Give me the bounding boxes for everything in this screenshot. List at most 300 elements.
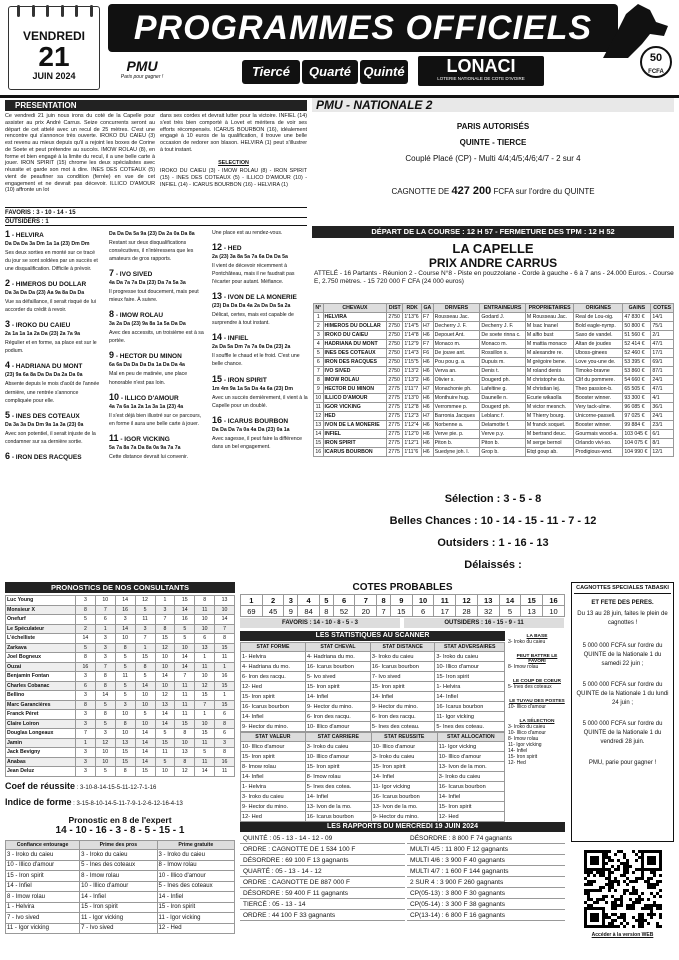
runner-cell: Booster winner. (574, 421, 623, 430)
prono-cell: 10 (115, 710, 135, 720)
cote-cell: 17 (434, 606, 456, 617)
comments-col-3 (212, 229, 308, 456)
prono-cell: 14 (95, 691, 115, 701)
stat-cell: 10- Illico d'amour (241, 742, 306, 752)
runner-cell: 2750 (387, 376, 403, 385)
rapport-line: MULTI 4/6 : 3 900 F 40 gagnants (407, 855, 565, 866)
runner-cell: 1'13"2 (403, 367, 422, 376)
prono-cell: 7 (215, 624, 235, 634)
cote-cell: 4 (298, 595, 320, 606)
horse-comment (212, 374, 308, 410)
prono-cell: 11 (175, 710, 195, 720)
prono-row (6, 710, 235, 720)
runners-header: GAINS (623, 304, 651, 313)
prono-cell: 3 (215, 738, 235, 748)
race-place: LA CAPELLE (452, 241, 534, 256)
prono-cell: 14 (135, 681, 155, 691)
runner-cell: Monthuire hug. (433, 394, 480, 403)
runner-cell: 99 884 € (623, 421, 651, 430)
prono-cell: Le Spéculateur (6, 624, 76, 634)
prono-cell: 14 (195, 767, 215, 777)
prono-cell: 7 (175, 672, 195, 682)
tabaski-box: CAGNOTTES SPECIALES TABASKI ET FETE DES PERES. Du 13 au 28 juin, faites le plein de cagnottes ! 5 000 000 FCFA sur l'ordre du QUINTE de la Nationale 1 du samedi 22 juin ; 5 000 000 FCFA sur l'ordre du QUINTE de la Nationale 1 du lundi 24 juin ; 5 000 000 FCFA sur l'ordre du QUINTE de la Nationale 1 du vendredi 28 juin. PMU, parie pour gagner ! (571, 582, 674, 842)
stat-cell: 14- Infiel (371, 772, 437, 782)
horse-text: Régulier et en forme, sa place est sur le podium. (5, 340, 97, 355)
runner-cell: 53 395 € (623, 358, 651, 367)
runner-cell: 17/1 (651, 349, 674, 358)
runner-cell: 1'12"3 (403, 412, 422, 421)
horse-name: 6 - IRON DES RACQUES (5, 450, 82, 461)
cote-cell: 5 (499, 606, 521, 617)
horse-name: 1 - HELVIRA (5, 229, 44, 239)
runner-cell: 1'13"6 (403, 313, 422, 322)
stat-cell: 15- Iron spirit (241, 752, 306, 762)
rapport-line: TIERCÉ : 05 - 13 - 14 (240, 899, 405, 910)
prono-cell: 10 (135, 700, 155, 710)
runner-cell: Piton b. (433, 439, 480, 448)
prono-cell: Franck Péret (6, 710, 76, 720)
expert-col-cell: 14 - Infiel (80, 892, 157, 903)
prono-cell: 5 (195, 748, 215, 758)
horse-form: Da Da Da 3a Dm 1a 1a (23) Dm Dm (5, 241, 90, 247)
stats-side (508, 634, 566, 775)
runner-row (314, 403, 674, 412)
prono-cell: 8 (115, 719, 135, 729)
stat-side-title: LE TUYAU DES POSTES (509, 699, 565, 704)
horse-name: 15 - IRON SPIRIT (212, 373, 267, 384)
runner-cell: H6 (422, 376, 434, 385)
pronostics-table (5, 595, 235, 777)
prono-cell: 5 (76, 643, 96, 653)
prono-row (6, 738, 235, 748)
prono-row (6, 767, 235, 777)
qr-caption[interactable]: Accéder à la version WEB (591, 932, 654, 938)
runner-cell: F6 (422, 349, 434, 358)
prono-cell: Bellino (6, 691, 76, 701)
prono-cell: 14 (155, 719, 175, 729)
cote-cell: 1 (241, 595, 263, 606)
runner-cell: HADRIANA DU MONT (323, 340, 387, 349)
runners-header: CHEVAUX (323, 304, 387, 313)
month-label: JUIN 2024 (32, 71, 76, 81)
indice-line: Indice de forme : 3-15-8-10-14-5-11-7-9-1-2-6-12-16-4-13 (5, 797, 183, 807)
price-badge: 50 FCFA (640, 46, 672, 78)
runner-cell: 53 860 € (623, 367, 651, 376)
selection-box: Sélection : 3 - 5 - 8 Belles Chances : 10 - 14 - 15 - 11 - 7 - 12 Outsiders : 1 - 16 - 13 Délaissés : (389, 493, 597, 571)
runner-row (314, 430, 674, 439)
runner-cell: 47/1 (651, 385, 674, 394)
race-subtitle: PMU - NATIONALE 2 (312, 98, 674, 112)
stat-cell: 14- Infiel (305, 792, 371, 802)
stat-cell: 3- Iroko du caieu (435, 652, 505, 662)
horse-comment (109, 268, 205, 304)
expert-col-header: Confiance entourage (6, 841, 80, 850)
prono-cell: 14 (155, 710, 175, 720)
stat-side-block (508, 699, 566, 710)
runner-cell: 2775 (387, 394, 403, 403)
prono-cell: 14 (155, 672, 175, 682)
runner-row (314, 394, 674, 403)
runner-cell: 1'14"3 (403, 349, 422, 358)
stat-cell: 3- Iroko du caieu (241, 792, 306, 802)
cagnotte-line: CAGNOTTE DE 427 200 FCFA sur l'ordre du QUINTE (391, 185, 595, 197)
prono-cell: 6 (76, 681, 96, 691)
expert-col-cell: 10 - Illico d'amour (157, 871, 234, 882)
runner-cell: Altan de joudes (574, 340, 623, 349)
prono-cell: Anabas (6, 757, 76, 767)
horse-form: Da 3a 3a Da Dm 9a 1a 3a (23) 0a (5, 421, 84, 428)
cote-cell: 52 (333, 606, 355, 617)
prono-cell: 5 (95, 700, 115, 710)
runner-cell: IGOR VICKING (323, 403, 387, 412)
expert-col-cell: 12 - Hed (157, 923, 234, 934)
quinte-label: Quinté (360, 60, 408, 84)
runner-cell: H7 (422, 385, 434, 394)
runner-cell: 104 990 € (623, 448, 651, 457)
runner-cell: 3 (314, 331, 324, 340)
prono-cell: 15 (195, 729, 215, 739)
cote-cell: 9 (390, 595, 412, 606)
runner-row (314, 376, 674, 385)
cote-cell: 84 (298, 606, 320, 617)
runner-cell: Orlando vivi-so. (574, 439, 623, 448)
prono-cell: 3 (115, 700, 135, 710)
runner-cell: Delamotte f. (480, 421, 526, 430)
runner-cell: Bold eagle-nymp. (574, 322, 623, 331)
prono-cell: Douglas Longeaux (6, 729, 76, 739)
horse-form: (23) 9a 6a 8a Da Da Da 2a Da 0a (5, 372, 83, 379)
prono-cell: 8 (95, 681, 115, 691)
prono-cell: 5 (175, 624, 195, 634)
runner-cell: Lafeltine g. (480, 385, 526, 394)
horse-comment (109, 350, 205, 386)
prono-cell: 1 (195, 710, 215, 720)
stat-cell: 11- Igor vicking (371, 782, 437, 792)
runner-cell: Monaco m. (433, 340, 480, 349)
pmu-logo: PMU Paris pour gagner ! (120, 58, 164, 80)
runner-cell: 2775 (387, 448, 403, 457)
couple-line: Couplé Placé (CP) - Multi 4/4;4/5;4/6;4/7 - 2 sur 4 (405, 154, 581, 163)
runner-cell: F7 (422, 313, 434, 322)
prono-cell: 12 (135, 596, 155, 606)
prono-cell: 10 (195, 672, 215, 682)
favoris-line: FAVORIS : 3 - 10 - 14 - 15 (5, 207, 307, 217)
runner-cell: 23/1 (651, 421, 674, 430)
expert-col-cell: 10 - Illico d'amour (6, 860, 80, 871)
stat-cell: 8- Imow rolau (241, 762, 306, 772)
horse-form: 5a 7a 8a 7a Da 8a 0a 9a 7a 7a (109, 444, 181, 451)
runner-row (314, 322, 674, 331)
expert-col-cell: 11 - Igor vicking (157, 913, 234, 924)
horse-comment (109, 309, 205, 345)
runner-cell: Gourmais wood-a. (574, 430, 623, 439)
prono-cell: 8 (215, 634, 235, 644)
horse-text: Il souffle le chaud et le froid. C'est une belle chance. (212, 353, 300, 368)
prono-cell: 16 (175, 615, 195, 625)
qr-code-icon[interactable] (584, 850, 662, 928)
runner-cell: IMOW ROLAU (323, 376, 387, 385)
cote-cell: 6 (412, 606, 434, 617)
prono-cell: 10 (195, 615, 215, 625)
runner-cell: M alfio bust (525, 331, 574, 340)
cotes-title: COTES PROBABLES (352, 582, 453, 593)
runner-cell: 13 (315, 422, 322, 428)
stat-side-title: LA SÉLECTION (519, 719, 555, 724)
runner-cell: M franck soquet. (525, 421, 574, 430)
prono-cell: 8 (195, 596, 215, 606)
horse-form: 1m 4m 9a 1a 5a Da 4a 6a (23) Dm (212, 385, 294, 392)
runners-table (313, 303, 674, 457)
stat-header: STAT FORME (241, 643, 306, 652)
runner-cell: Timoko-bravne (574, 367, 623, 376)
prono-cell: 11 (175, 700, 195, 710)
prono-cell: 1 (155, 596, 175, 606)
prono-cell: 5 (76, 615, 96, 625)
expert-col-cell: 3 - Iroko du caieu (80, 850, 157, 861)
runner-cell: Leblanc f. (480, 412, 526, 421)
header (0, 0, 679, 98)
horse-name: 9 - HECTOR DU MINON (109, 350, 182, 361)
runner-cell: 1 (314, 313, 324, 322)
runner-cell: De soete rinna c. (480, 331, 526, 340)
expert-col-cell: 1 - Helvira (6, 902, 80, 913)
tierce-label: Tiercé (242, 60, 300, 84)
horse-name: 2 - HIMEROS DU DOLLAR (5, 278, 87, 289)
runners-header: RDK (403, 304, 422, 313)
lonaci-logo: LONACI LOTERIE NATIONALE DE COTE D'IVOIRE (418, 56, 544, 86)
runner-cell: 2 (314, 322, 324, 331)
runner-cell: Very tack-ulme. (574, 403, 623, 412)
runner-cell: 47 830 € (623, 313, 651, 322)
prono-cell: 10 (175, 738, 195, 748)
prono-cell: 10 (195, 719, 215, 729)
horse-name: 10 - ILLICO D'AMOUR (109, 391, 179, 402)
prono-cell: 16 (76, 662, 96, 672)
stat-cell: 15- Iron spirit (371, 762, 437, 772)
stat-cell: 14- Infiel (435, 692, 505, 702)
prono-cell: 7 (76, 729, 96, 739)
cote-cell: 10 (412, 595, 434, 606)
stat-cell: 5- Ivo sived (305, 672, 370, 682)
stat-side-item: 12- Hed (508, 760, 526, 766)
stat-cell: 9- Hector du mino. (305, 702, 370, 712)
runner-cell: H6 (422, 331, 434, 340)
prono-cell: 10 (115, 634, 135, 644)
prono-cell: 3 (95, 729, 115, 739)
runner-cell: H7 (422, 412, 434, 421)
runner-cell: 1'11"7 (403, 385, 422, 394)
stat-cell: 6- Iron des racqu. (241, 672, 306, 682)
cote-cell: 11 (434, 595, 456, 606)
rapport-line: DÉSORDRE : 8 800 F 74 gagnants (407, 833, 565, 844)
rapport-line: MULTI 4/5 : 11 800 F 12 gagnants (407, 844, 565, 855)
runner-cell: IVON DE LA MONERIE (323, 421, 387, 430)
prono-cell: 15 (175, 596, 195, 606)
prono-cell: Claire Loiron (6, 719, 76, 729)
rapport-line: 2 SUR 4 : 3 900 F 260 gagnants (407, 877, 565, 888)
prono-row (6, 615, 235, 625)
prono-cell: 12 (95, 738, 115, 748)
horse-form: 2a 1a 1a 1a 2a Da (23) 2a 7a 9a (5, 331, 80, 338)
runner-cell: 1'12"8 (403, 403, 422, 412)
prono-cell: 8 (76, 653, 96, 663)
stat-side-item: 10- Illico d'amour (508, 704, 546, 710)
runner-cell: Norbenne a. (433, 421, 480, 430)
stat-cell: 14- Infiel (241, 712, 306, 722)
expert-col-cell: 11 - Igor vicking (6, 923, 80, 934)
stat-side-item: 10- Illico d'amour (508, 730, 546, 736)
runner-cell: 14/1 (651, 313, 674, 322)
runner-cell: M grégoire bene. (525, 358, 574, 367)
stat-header: STAT CARRIERE (305, 733, 371, 742)
prono-cell: Jamin (6, 738, 76, 748)
outsiders-value: 1 - 16 - 13 (498, 537, 549, 549)
horse-comment (5, 278, 101, 314)
runner-cell: 15 (315, 440, 322, 446)
prono-cell: 8 (155, 624, 175, 634)
horse-form: 4a 7a 6a 1a 2a 1a 3a 1a (23) 4a (109, 403, 184, 410)
prono-cell: 15 (195, 691, 215, 701)
stat-side-item: 5- Ines des coteaux (508, 684, 552, 690)
horse-comment (212, 229, 308, 237)
stat-cell: 5- Ines des coteau. (435, 722, 505, 732)
runner-cell: M mattia monaco (525, 340, 574, 349)
pronostics-title: PRONOSTICS DE NOS CONSULTANTS (5, 582, 235, 593)
expert-col-cell: 7 - Ivo sived (6, 913, 80, 924)
runner-cell: 1'14"8 (403, 331, 422, 340)
prono-cell: 11 (155, 748, 175, 758)
runner-cell: 2750 (387, 340, 403, 349)
rapports-title: LES RAPPORTS DU MERCREDI 19 JUIN 2024 (240, 822, 565, 832)
runner-cell: H6 (422, 403, 434, 412)
prono-row (6, 681, 235, 691)
prono-cell: 1 (76, 738, 96, 748)
runner-row (314, 385, 674, 394)
prono-cell: 11 (195, 605, 215, 615)
runner-cell: 12/1 (651, 448, 674, 457)
runner-cell: Theo passion-b. (574, 385, 623, 394)
prono-cell: 3 (135, 624, 155, 634)
horse-comment (5, 360, 101, 404)
expert-col-cell: 8 - Imow rolau (80, 871, 157, 882)
runner-cell: 47/1 (651, 340, 674, 349)
runner-cell: 2775 (387, 403, 403, 412)
prono-cell: 3 (76, 672, 96, 682)
runner-row (314, 331, 674, 340)
coef-line: Coef de réussite : 3-10-8-14-15-5-11-12-7-1-16 (5, 781, 157, 791)
prono-cell: 15 (215, 643, 235, 653)
runner-cell: Verva an. (433, 367, 480, 376)
expert-col-cell: 5 - Ines des coteaux (157, 881, 234, 892)
runner-cell: Dougerd ph. (480, 403, 526, 412)
rapport-line: CP(05-13) : 3 800 F 30 gagnants (407, 888, 565, 899)
prono-cell: 8 (135, 662, 155, 672)
prono-cell: 3 (76, 757, 96, 767)
prono-cell: 15 (115, 748, 135, 758)
prono-cell: 3 (76, 710, 96, 720)
stat-cell: 15- Iron spirit (241, 692, 306, 702)
runner-cell: 1'12"1 (403, 439, 422, 448)
stat-cell: 15- Iron spirit (305, 762, 371, 772)
prono-cell: 14 (115, 596, 135, 606)
prono-cell: 3 (76, 691, 96, 701)
prono-cell: 10 (115, 729, 135, 739)
stat-side-block (508, 679, 566, 690)
horse-comment (109, 433, 205, 461)
runner-cell: 2775 (387, 385, 403, 394)
race-conditions: ATTELÉ - 16 Partants - Réunion 2 - Course N°8 - Piste en pouzzolane - Corde à gauche - 6 à 7 ans - 24.000 Euros. - Course E, 2.750 mètres. - 15 720 000 F CFA (24 000 euros) (314, 270, 674, 286)
prono-cell: 3 (95, 634, 115, 644)
prono-row (6, 634, 235, 644)
stat-cell: 3- Iroko du caieu (305, 742, 371, 752)
horse-form: 3a 2a Da (23) 9a 8a 1a 5a Da Da (109, 321, 186, 328)
stat-cell: 16- Icarus bourbon (305, 812, 371, 822)
runner-cell: M Thierry bourg. (525, 412, 574, 421)
runner-cell: 5 (314, 349, 324, 358)
cote-cell: 28 (456, 606, 478, 617)
runner-row (314, 358, 674, 367)
cote-cell: 45 (262, 606, 284, 617)
stat-cell: 9- Hector du mino. (370, 702, 435, 712)
prono-cell: 3 (76, 767, 96, 777)
prono-cell: 14 (135, 738, 155, 748)
runner-cell: 4 (314, 340, 324, 349)
prono-row (6, 643, 235, 653)
stat-cell: 14- Infiel (437, 792, 504, 802)
stat-cell: 10- Illico d'amour (305, 722, 370, 732)
stats-table-1 (240, 642, 505, 732)
runner-cell: 1'12"4 (403, 421, 422, 430)
stat-cell: 16- Icarus bourbon (370, 662, 435, 672)
stat-cell: 13- Ivon de la mo. (305, 802, 371, 812)
runner-cell: H7 (422, 322, 434, 331)
stat-cell: 13- Ivon de la mon. (437, 762, 504, 772)
runner-cell: Monaco m. (480, 340, 526, 349)
runner-cell: 24/1 (651, 412, 674, 421)
runner-cell: HECTOR DU MINON (323, 385, 387, 394)
stat-side-item: 8- Imow rolau (508, 664, 539, 670)
horse-name: 5 - INES DES COTEAUX (5, 409, 80, 420)
horse-comment (212, 242, 308, 286)
runner-cell: 50 800 € (623, 322, 651, 331)
prono-cell: 10 (95, 748, 115, 758)
expert-col-cell: 7 - Ivo sived (80, 923, 157, 934)
prono-cell: 1 (195, 653, 215, 663)
runner-cell: Verrommee p. (433, 403, 480, 412)
cotes-favoris: FAVORIS : 14 - 10 - 8 - 5 - 3 (240, 618, 400, 628)
runner-cell: 2750 (387, 349, 403, 358)
runner-cell: M serge bernol (525, 439, 574, 448)
stat-cell: 10- Illico d'amour (305, 752, 371, 762)
prono-cell: 15 (135, 767, 155, 777)
runner-row (314, 313, 674, 322)
runner-cell: M christophe du. (525, 376, 574, 385)
expert-col-cell: 15 - Iron spirit (6, 871, 80, 882)
prono-cell: 1 (215, 662, 235, 672)
runner-cell: 1'13"0 (403, 394, 422, 403)
expert-col-header: Prime des pros (80, 841, 157, 850)
prono-cell: 5 (115, 662, 135, 672)
runner-row (314, 349, 674, 358)
horse-name: 16 - ICARUS BOURBON (212, 414, 289, 425)
runner-cell: 103 045 € (623, 430, 651, 439)
stat-cell: 12- Hed (437, 812, 504, 822)
runner-cell: 16 (315, 449, 322, 455)
stat-cell: 3- Iroko du caieu (371, 752, 437, 762)
runner-cell: 2750 (387, 331, 403, 340)
prono-cell: 3 (76, 748, 96, 758)
stat-cell: 16- Icarus bourbon (437, 782, 504, 792)
